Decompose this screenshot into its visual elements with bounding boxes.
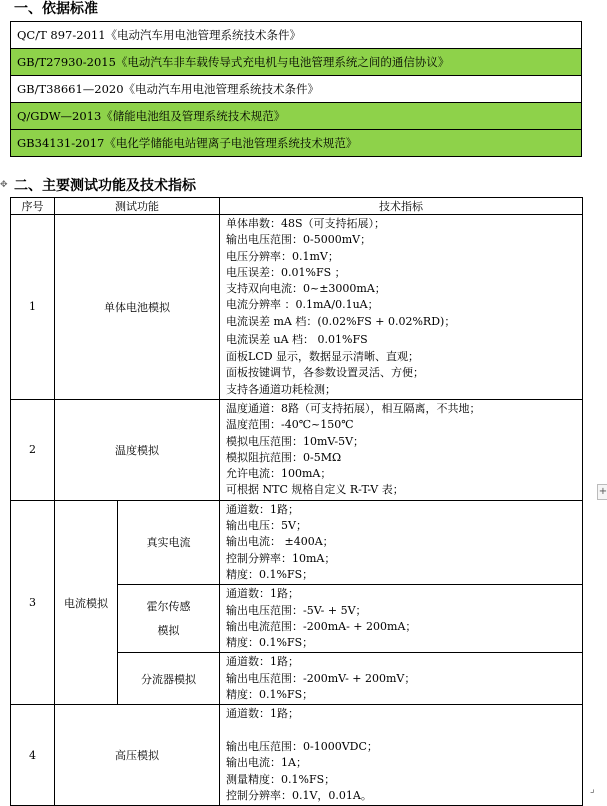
row-func: 高压模拟 — [55, 705, 220, 806]
standard-item: Q/GDW—2013《储能电池组及管理系统技术规范》 — [11, 103, 582, 130]
spec-line: 精度：0.1%FS； — [226, 567, 314, 581]
table-row — [11, 399, 583, 500]
spec-table — [10, 197, 583, 806]
sub-func-label: 分流器模拟 — [118, 653, 220, 705]
resize-corner-icon[interactable]: ⌟ — [590, 784, 595, 795]
row-specs — [220, 585, 583, 653]
table-row — [11, 705, 583, 806]
spec-line: 精度：0.1%FS； — [226, 636, 314, 650]
table-move-handle-icon[interactable]: ✥ — [0, 180, 8, 190]
add-row-plus-icon[interactable]: + — [597, 484, 607, 500]
row-func: 温度模拟 — [55, 399, 220, 500]
spec-line: 通道数：1路； — [226, 587, 299, 601]
table-header-row — [11, 198, 583, 215]
row-seq: 4 — [11, 705, 55, 806]
section-heading-specs: 二、主要测试功能及技术指标 — [14, 178, 196, 194]
spec-line — [226, 723, 582, 739]
table-row — [11, 500, 583, 584]
row-specs — [220, 653, 583, 705]
spec-line: 控制分辨率：10mA； — [226, 551, 336, 565]
sub-func-label-line: 模拟 — [157, 623, 180, 637]
row-seq: 1 — [11, 215, 55, 400]
spec-line: 输出电流范围：-200mA- + 200mA； — [226, 619, 417, 633]
spec-line: 通道数：1路； — [226, 655, 299, 669]
sub-func-label-line: 霍尔传感 — [146, 599, 191, 613]
spec-line: 输出电压范围：-5V- + 5V； — [226, 603, 367, 617]
row-seq: 3 — [11, 500, 55, 705]
sub-func-label: 真实电流 — [118, 500, 220, 584]
section-heading-standards: 一、依据标准 — [14, 1, 98, 17]
spec-line: 支持各通道功耗检测； — [226, 382, 336, 396]
row-func: 单体电池模拟 — [55, 215, 220, 400]
header-func: 测试功能 — [55, 198, 220, 215]
spec-line: 支持双向电流：0~±3000mA； — [226, 282, 386, 296]
spec-line: 面板LCD 显示，数据显示清晰、直观； — [226, 350, 420, 364]
spec-line: 电压误差：0.01%FS ； — [226, 265, 346, 279]
row-specs — [220, 215, 583, 400]
spec-line: 模拟电压范围：10mV-5V； — [226, 434, 365, 448]
spec-line: 允许电流：100mA； — [226, 467, 332, 481]
row-specs — [220, 399, 583, 500]
standard-row — [11, 130, 582, 157]
row-seq: 2 — [11, 399, 55, 500]
spec-line: 精度：0.1%FS； — [226, 688, 314, 702]
table-row — [11, 215, 583, 400]
spec-line: 输出电压范围：0-5000mV； — [226, 233, 372, 247]
standards-list — [10, 21, 582, 157]
spec-line: 通道数：1路； — [226, 707, 299, 721]
row-specs — [220, 500, 583, 584]
spec-line: 输出电流：1A； — [226, 756, 307, 770]
spec-line: 电压分辨率：0.1mV； — [226, 249, 339, 263]
spec-line: 电流误差 mA 档：(0.02%FS + 0.02%RD)； — [226, 314, 456, 328]
sub-func-label — [118, 585, 220, 653]
standard-item: GB34131-2017《电化学储能电站锂离子电池管理系统技术规范》 — [11, 130, 582, 157]
standard-row — [11, 76, 582, 103]
spec-line: 测量精度：0.1%FS； — [226, 772, 336, 786]
row-func: 电流模拟 — [55, 500, 118, 705]
spec-line: 通道数：1路； — [226, 502, 299, 516]
spec-line: 温度范围：-40℃~150℃ — [226, 418, 354, 432]
spec-line: 输出电压：5V； — [226, 519, 307, 533]
spec-line: 模拟阻抗范围：0-5MΩ — [226, 450, 342, 464]
spec-line: 可根据 NTC 规格自定义 R-T-V 表； — [226, 483, 404, 497]
spec-line: 电流分辨率 ：0.1mA/0.1uA； — [226, 298, 379, 312]
standard-item: QC/T 897-2011《电动汽车用电池管理系统技术条件》 — [11, 22, 582, 49]
standard-item: GB/T27930-2015《电动汽车非车载传导式充电机与电池管理系统之间的通信协议》 — [11, 49, 582, 76]
row-specs — [220, 705, 583, 806]
spec-line: 输出电流： ±400A； — [226, 535, 334, 549]
spec-line: 输出电压范围：-200mV- + 200mV； — [226, 671, 416, 685]
spec-line: 输出电压范围：0-1000VDC； — [226, 739, 378, 753]
standard-row — [11, 49, 582, 76]
standard-row — [11, 22, 582, 49]
spec-line: 单体串数：48S（可支持拓展）； — [226, 217, 386, 230]
standard-item: GB/T38661—2020《电动汽车用电池管理系统技术条件》 — [11, 76, 582, 103]
spec-line: 控制分辨率：0.1V，0.01A。 — [226, 788, 372, 802]
spec-line: 电流误差 uA 档： 0.01%FS — [226, 333, 368, 347]
spec-line: 面板按键调节，各参数设置灵活、方便； — [226, 366, 424, 380]
header-spec: 技术指标 — [220, 198, 583, 215]
spec-line: 温度通道：8路（可支持拓展），相互隔离，不共地； — [226, 401, 481, 415]
standard-row — [11, 103, 582, 130]
header-seq: 序号 — [11, 198, 55, 215]
